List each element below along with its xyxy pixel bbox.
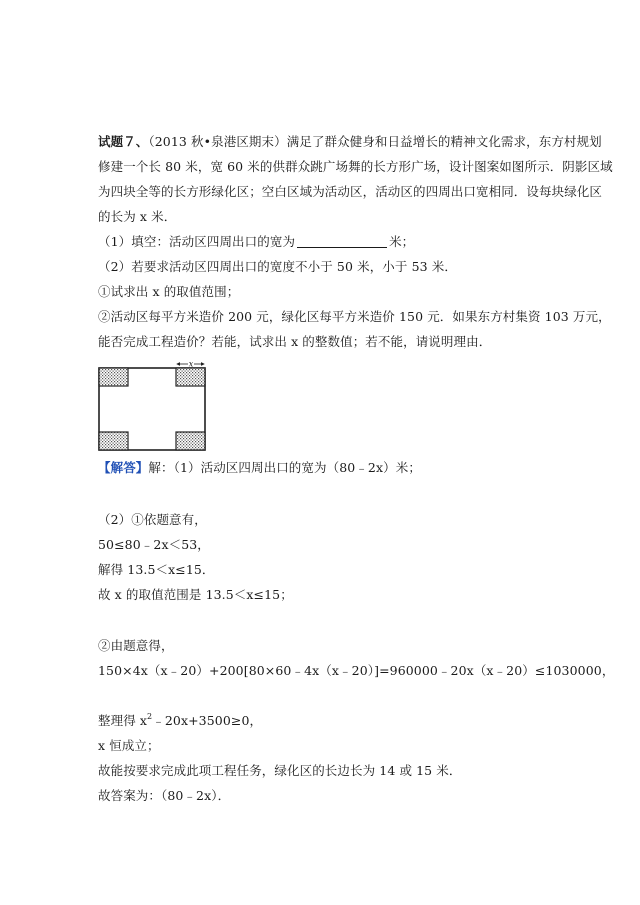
question-2-2-line-1: ②活动区每平方米造价 200 元，绿化区每平方米造价 150 元．如果东方村集资 103 万元， xyxy=(98,309,611,324)
square-plaza-diagram xyxy=(96,360,206,452)
corner-green-area xyxy=(176,432,205,450)
problem-line-2: 修建一个长 80 米，宽 60 米的供群众跳广场舞的长方形广场，设计图案如图所示．阴影区域 xyxy=(98,159,613,174)
answer-inequality: 50≤80﹣2x＜53， xyxy=(98,537,210,552)
question-2: （2）若要求活动区四周出口的宽度不小于 50 米，小于 53 米． xyxy=(98,259,457,274)
problem-line-4: 的长为 x 米． xyxy=(98,209,177,224)
question-2-2-line-2: 能否完成工程造价？若能，试求出 x 的整数值；若不能，请说明理由． xyxy=(98,334,492,349)
corner-green-area xyxy=(176,368,205,386)
answer-conclusion: 故能按要求完成此项工程任务，绿化区的长边长为 14 或 15 米． xyxy=(98,763,462,778)
problem-label: 试题７、 xyxy=(98,134,149,149)
answer-part2-header: （2）①依题意有， xyxy=(98,512,207,527)
problem-line-1: 试题７、（2013 秋•泉港区期末）满足了群众健身和日益增长的精神文化需求，东方村规划 xyxy=(98,134,602,149)
problem-line-3: 为四块全等的长方形绿化区；空白区域为活动区，活动区的四周出口宽相同．设每块绿化区 xyxy=(98,184,603,199)
corner-green-area xyxy=(99,368,128,386)
answer-solve: 解得 13.5＜x≤15． xyxy=(98,562,215,577)
answer-always-holds: x 恒成立； xyxy=(98,738,160,753)
answer-simplify: 整理得 $x^2﹣20x+3500\ge 0$， xyxy=(98,712,263,728)
answer-final: 故答案为：（80﹣2x）． xyxy=(98,788,231,803)
dimension-label: x xyxy=(188,360,194,369)
answer-blank xyxy=(297,235,387,248)
answer-part2-2-header: ②由题意得， xyxy=(98,638,174,653)
answer-tag: 【解答】 xyxy=(98,460,149,475)
answer-range: 故 x 的取值范围是 13.5＜x≤15； xyxy=(98,587,293,602)
answer-equation: 150×4x（x﹣20）+200[80×60﹣4x（x﹣20）]=960000﹣20x（x﹣20）≤1030000， xyxy=(98,663,615,678)
question-2-1: ①试求出 x 的取值范围； xyxy=(98,284,240,299)
question-1: （1）填空：活动区四周出口的宽为 米； xyxy=(98,234,415,249)
answer-line-1: 【解答】解：（1）活动区四周出口的宽为（80﹣2x）米； xyxy=(98,460,421,475)
corner-green-area xyxy=(99,432,128,450)
